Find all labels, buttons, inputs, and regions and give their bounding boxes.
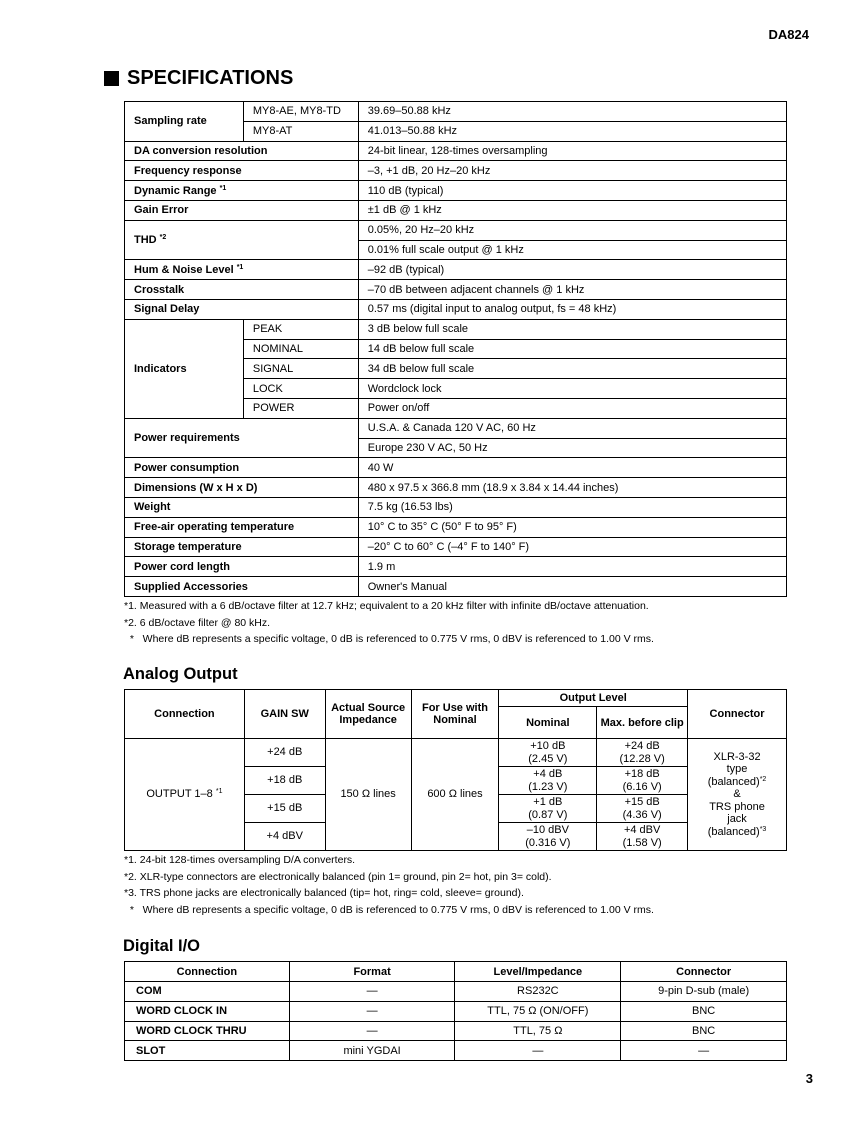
table-row: [125, 517, 787, 537]
io-connection: COM: [125, 982, 290, 1002]
table-row: [125, 200, 787, 220]
table-row: [125, 497, 787, 517]
spec-label: Power consumption: [125, 458, 359, 478]
io-connector: —: [621, 1041, 787, 1061]
io-connection: WORD CLOCK IN: [125, 1001, 290, 1021]
spec-value: 480 x 97.5 x 366.8 mm (18.9 x 3.84 x 14.44 inches): [358, 478, 786, 498]
spec-label: [125, 260, 359, 280]
footnote: *2. 6 dB/octave filter @ 80 kHz.: [124, 616, 271, 629]
spec-value: 0.01% full scale output @ 1 kHz: [358, 240, 786, 260]
for-use-cell: 600 Ω lines: [411, 739, 499, 851]
max-cell: [597, 823, 688, 851]
nominal-cell: [499, 739, 597, 767]
footnote-mark: *1: [236, 263, 244, 271]
spec-value: Owner's Manual: [358, 577, 786, 597]
analog-output-table: [124, 689, 787, 851]
table-row: [125, 260, 787, 280]
nominal-volt: (0.316 V): [525, 836, 571, 849]
nominal-volt: (0.87 V): [528, 808, 568, 821]
footnote-mark: *1: [215, 788, 223, 796]
square-bullet-icon: [104, 71, 119, 86]
connector-line: &: [733, 788, 741, 801]
table-row: [125, 299, 787, 319]
io-level: RS232C: [455, 982, 621, 1002]
io-connector: 9-pin D-sub (male): [621, 982, 787, 1002]
spec-label: [125, 220, 359, 260]
spec-label: Sampling rate: [125, 102, 244, 142]
indicator-name: PEAK: [243, 319, 358, 339]
connector-text: (balanced): [707, 825, 760, 838]
spec-value: 14 dB below full scale: [358, 339, 786, 359]
spec-sublabel: MY8-AE, MY8-TD: [243, 102, 358, 122]
connector-line: TRS phone: [709, 800, 765, 813]
spec-label: Free-air operating temperature: [125, 517, 359, 537]
spec-label: Storage temperature: [125, 537, 359, 557]
spec-value: –20° C to 60° C (–4° F to 140° F): [358, 537, 786, 557]
column-header: Connection: [125, 962, 290, 982]
spec-label: Weight: [125, 497, 359, 517]
table-row: [125, 537, 787, 557]
column-header: Connector: [688, 690, 787, 739]
connection-cell: [125, 739, 245, 851]
io-level: TTL, 75 Ω (ON/OFF): [455, 1001, 621, 1021]
spec-footnotes: [124, 598, 654, 648]
io-level: TTL, 75 Ω: [455, 1021, 621, 1041]
spec-value: –70 dB between adjacent channels @ 1 kHz: [358, 280, 786, 300]
table-header-row: [125, 962, 787, 982]
nominal-db: +4 dB: [533, 768, 563, 780]
max-db: +4 dBV: [623, 824, 661, 836]
spec-label: Power cord length: [125, 557, 359, 577]
table-row: [125, 319, 787, 339]
footnote-mark: *3: [759, 825, 767, 833]
spec-label: Crosstalk: [125, 280, 359, 300]
spec-value: Europe 230 V AC, 50 Hz: [358, 438, 786, 458]
indicator-name: POWER: [243, 398, 358, 418]
io-level: —: [455, 1041, 621, 1061]
digital-io-table: [124, 961, 787, 1061]
nominal-db: +10 dB: [530, 740, 566, 752]
table-row: [125, 1021, 787, 1041]
table-row: [125, 458, 787, 478]
footnote: * Where dB represents a specific voltage, 0 dB is referenced to 0.775 V rms, 0 dBV is referenced to 1.00 V rms.: [124, 903, 654, 916]
connector-cell: [688, 739, 787, 851]
gain-cell: +15 dB: [244, 795, 325, 823]
column-header: Actual Source Impedance: [325, 690, 411, 739]
gain-cell: +18 dB: [244, 767, 325, 795]
column-header: Format: [289, 962, 455, 982]
spec-label: [125, 181, 359, 201]
model-name: DA824: [768, 27, 809, 42]
spec-label: Signal Delay: [125, 299, 359, 319]
column-header: Max. before clip: [597, 707, 688, 739]
table-row: [125, 1041, 787, 1061]
io-connector: BNC: [621, 1001, 787, 1021]
spec-label: Dimensions (W x H x D): [125, 478, 359, 498]
table-row: [125, 280, 787, 300]
io-format: —: [289, 982, 455, 1002]
connector-line: [688, 826, 786, 839]
connector-text: (balanced): [707, 775, 760, 788]
spec-label: Supplied Accessories: [125, 577, 359, 597]
table-row: [125, 220, 787, 240]
spec-value: 3 dB below full scale: [358, 319, 786, 339]
spec-value: 39.69–50.88 kHz: [358, 102, 786, 122]
analog-footnotes: [124, 852, 654, 918]
table-row: [125, 102, 787, 122]
max-db: +24 dB: [624, 740, 660, 752]
max-volt: (1.58 V): [622, 836, 662, 849]
footnote: *3. TRS phone jacks are electronically balanced (tip= hot, ring= cold, sleeve= ground).: [124, 887, 524, 899]
max-db: +15 dB: [624, 796, 660, 808]
max-cell: [597, 767, 688, 795]
page-number: 3: [805, 1071, 813, 1086]
gain-cell: +4 dBV: [244, 823, 325, 851]
spec-value: Wordclock lock: [358, 379, 786, 399]
nominal-cell: [499, 823, 597, 851]
table-row: [125, 557, 787, 577]
table-header-row: [125, 690, 787, 707]
footnote: * Where dB represents a specific voltage, 0 dB is referenced to 0.775 V rms, 0 dBV is referenced to 1.00 V rms.: [124, 633, 654, 645]
column-header: Connector: [621, 962, 787, 982]
nominal-volt: (2.45 V): [528, 752, 568, 765]
footnote-mark: *1: [219, 184, 227, 192]
spec-value: 7.5 kg (16.53 lbs): [358, 497, 786, 517]
io-format: —: [289, 1021, 455, 1041]
spec-value: 110 dB (typical): [358, 181, 786, 201]
table-row: [125, 141, 787, 161]
indicator-name: NOMINAL: [243, 339, 358, 359]
spec-value: 24-bit linear, 128-times oversampling: [358, 141, 786, 161]
indicator-name: SIGNAL: [243, 359, 358, 379]
spec-value: U.S.A. & Canada 120 V AC, 60 Hz: [358, 418, 786, 438]
max-cell: [597, 795, 688, 823]
digital-io-title: Digital I/O: [123, 937, 201, 955]
spec-value: 40 W: [358, 458, 786, 478]
impedance-cell: 150 Ω lines: [325, 739, 411, 851]
column-header: For Use with Nominal: [411, 690, 499, 739]
column-header: GAIN SW: [244, 690, 325, 739]
table-row: [125, 418, 787, 438]
spec-value: Power on/off: [358, 398, 786, 418]
spec-label: Gain Error: [125, 200, 359, 220]
spec-value: 41.013–50.88 kHz: [358, 121, 786, 141]
io-connector: BNC: [621, 1021, 787, 1041]
table-row: [125, 478, 787, 498]
max-db: +18 dB: [624, 768, 660, 780]
spec-value: –3, +1 dB, 20 Hz–20 kHz: [358, 161, 786, 181]
table-row: [125, 161, 787, 181]
spec-sublabel: MY8-AT: [243, 121, 358, 141]
nominal-cell: [499, 795, 597, 823]
footnote-mark: *2: [759, 775, 767, 783]
max-volt: (12.28 V): [619, 752, 665, 765]
spec-label-text: Dynamic Range: [134, 184, 217, 197]
spec-value: –92 dB (typical): [358, 260, 786, 280]
spec-value: ±1 dB @ 1 kHz: [358, 200, 786, 220]
max-volt: (6.16 V): [622, 780, 662, 793]
page-title-text: SPECIFICATIONS: [127, 67, 294, 89]
connector-line: jack: [727, 813, 747, 826]
nominal-cell: [499, 767, 597, 795]
table-row: [125, 577, 787, 597]
analog-output-title: Analog Output: [123, 665, 238, 683]
footnote: *1. Measured with a 6 dB/octave filter at 12.7 kHz; equivalent to a 20 kHz filter with infinite dB/octave attenuation.: [124, 600, 649, 612]
page-title: [104, 67, 293, 90]
table-row: [125, 1001, 787, 1021]
footnote-mark: *2: [159, 234, 167, 242]
table-row: [125, 739, 787, 767]
gain-cell: +24 dB: [244, 739, 325, 767]
nominal-volt: (1.23 V): [528, 780, 568, 793]
spec-label-text: Hum & Noise Level: [134, 263, 234, 276]
io-connection: WORD CLOCK THRU: [125, 1021, 290, 1041]
io-connection: SLOT: [125, 1041, 290, 1061]
spec-value: 0.05%, 20 Hz–20 kHz: [358, 220, 786, 240]
io-format: —: [289, 1001, 455, 1021]
spec-label-text: THD: [134, 234, 157, 247]
spec-label: DA conversion resolution: [125, 141, 359, 161]
table-row: [125, 982, 787, 1002]
footnote: *1. 24-bit 128-times oversampling D/A converters.: [124, 854, 356, 866]
column-header: Output Level: [499, 690, 688, 707]
spec-value: 0.57 ms (digital input to analog output, fs = 48 kHz): [358, 299, 786, 319]
spec-value: 1.9 m: [358, 557, 786, 577]
indicator-name: LOCK: [243, 379, 358, 399]
connection-name: OUTPUT 1–8: [146, 788, 213, 801]
specifications-table: [124, 101, 787, 597]
connector-line: [688, 776, 786, 789]
nominal-db: –10 dBV: [526, 824, 569, 836]
spec-value: 34 dB below full scale: [358, 359, 786, 379]
max-cell: [597, 739, 688, 767]
spec-label: Frequency response: [125, 161, 359, 181]
column-header: Connection: [125, 690, 245, 739]
connector-line: type: [726, 763, 748, 776]
nominal-db: +1 dB: [533, 796, 563, 808]
spec-value: 10° C to 35° C (50° F to 95° F): [358, 517, 786, 537]
spec-label: Power requirements: [125, 418, 359, 458]
spec-label: Indicators: [125, 319, 244, 418]
io-format: mini YGDAI: [289, 1041, 455, 1061]
footnote: *2. XLR-type connectors are electronically balanced (pin 1= ground, pin 2= hot, pin 3= cold).: [124, 870, 552, 883]
column-header: Nominal: [499, 707, 597, 739]
connector-line: XLR-3-32: [713, 750, 761, 763]
max-volt: (4.36 V): [622, 808, 662, 821]
table-row: [125, 181, 787, 201]
column-header: Level/Impedance: [455, 962, 621, 982]
